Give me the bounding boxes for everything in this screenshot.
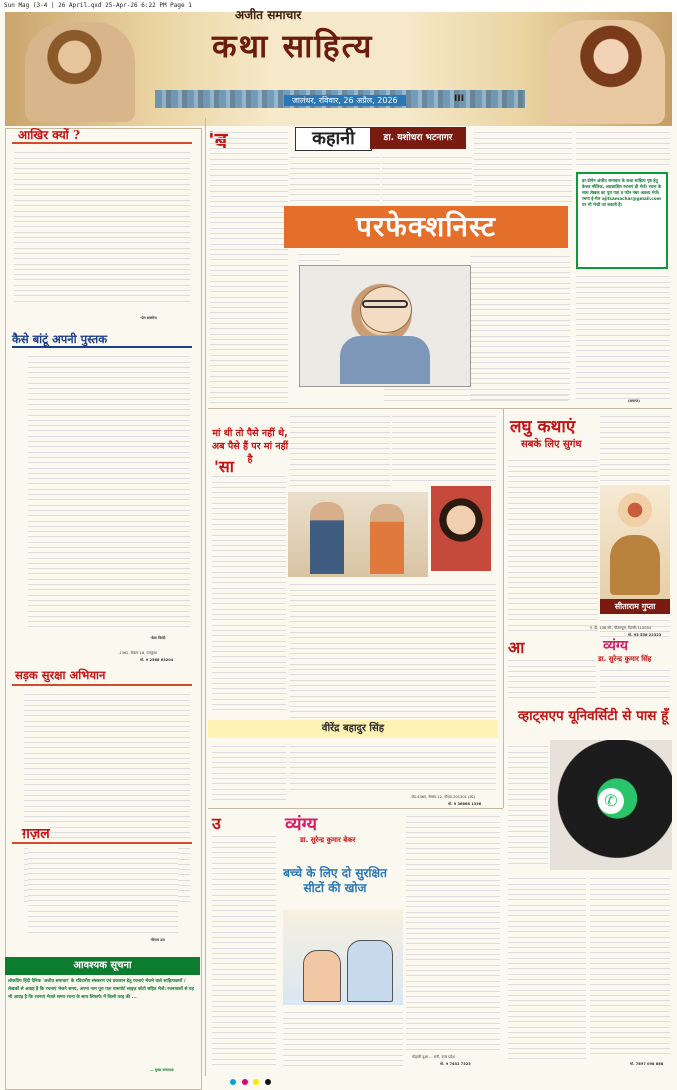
vyang1-col-1-bottom: [508, 874, 586, 1064]
story-end-mark: (समाप्त): [628, 399, 640, 403]
vyang2-label: व्यंग्य: [285, 814, 318, 835]
story-col-5-top: [576, 128, 670, 168]
mother-portrait: [431, 486, 491, 571]
laghu-phone: मो. 95 556 22323: [628, 633, 662, 637]
notice-sign: — मुख्य सम्पादक: [150, 1068, 174, 1072]
laghu-author: सीताराम गुप्ता: [600, 599, 670, 614]
story-col-1: [210, 128, 288, 406]
man-shirt: [340, 336, 430, 384]
masthead-right-illustration: [545, 20, 665, 124]
couple-illustration: [288, 492, 428, 577]
vyang1-title: व्हाट्सएप यूनिवर्सिटी से पास हूँ: [518, 708, 669, 724]
vyang2-illustration: [283, 910, 403, 1005]
vyang2-address: मोहाली दुआ ... रानी, उत्तर प्रदेश: [412, 1055, 455, 1059]
man-face: [360, 286, 412, 333]
vyang1-label: व्यंग्य: [603, 638, 628, 654]
person-figure: [610, 535, 660, 595]
divider: [12, 684, 192, 686]
vyang1-dropcap: आ: [508, 638, 525, 657]
story-col-5-bottom: [576, 272, 670, 402]
masthead-date: जालंधर, रविवार, 26 अप्रैल, 2026: [284, 95, 406, 106]
masthead-brand: अजीत समाचार: [235, 8, 302, 22]
maa-col-2-bottom: [290, 580, 496, 718]
vyang2-title: बच्चे के लिए दो सुरक्षित सीटों की खोज: [283, 866, 387, 895]
vyang2-author: डा. सुरेन्द्र कुमार बेकर: [300, 836, 356, 844]
notice-body: लोकप्रिय हिंदी दैनिक 'अजीत समाचार' के रविवारीय संस्करण एवं प्रकाशन हेतु रचनाएं भेजने वाले साहित्यकारों / लेखकों से आग्रह है कि रचनाएं भेजने समय, अपना नाम पूरा पता पासपोर्ट साइज़ फोटो सहित भेजें। रचनाकारों से यह भी आग्रह है कि रचनाएं भेजते समय रचना के साथ लिफाफे में किसी तरह की ...: [8, 979, 194, 1000]
maa-col-2-top: [290, 412, 390, 488]
yellow-mark: [253, 1079, 259, 1085]
poem4-author: -विजय डरा: [150, 938, 165, 942]
laghu-col-1: [508, 456, 598, 632]
maa-col-2-end: [290, 742, 496, 794]
poem1-body: [14, 148, 190, 304]
column-rule: [503, 408, 504, 808]
laghu-address: ए. डी. 106 सी., पीतमपुरा, दिल्ली-110034: [590, 626, 651, 630]
story-illustration: [299, 265, 471, 387]
story-col-2-top: [290, 153, 380, 203]
column-rule: [205, 118, 206, 1076]
maa-author: वीरेंद्र बहादुर सिंह: [208, 720, 498, 738]
horizontal-rule: [208, 408, 672, 409]
divider: [12, 842, 192, 844]
maa-title: मां थी तो पैसे नहीं थे, अब पैसे हैं पर मां नहीं है: [211, 428, 289, 465]
masthead-title: कथा साहित्य: [212, 27, 374, 65]
story-title: परफेक्शनिस्ट: [284, 206, 568, 248]
maa-col-1: [212, 472, 286, 712]
horizontal-rule: [208, 808, 503, 809]
maa-col-3-top: [392, 412, 496, 482]
story-dropcap: 'ब: [208, 128, 228, 154]
cyan-mark: [230, 1079, 236, 1085]
poem4-body: [28, 848, 178, 934]
story-col-4-bottom: [470, 252, 570, 402]
vyang1-phone: मो. 7897 098 888: [630, 1062, 664, 1066]
maa-address: -जेड-436ए, सेक्टर-12, नोएडा-201301 (उप्र): [410, 795, 475, 799]
maa-phone: मो. 9 36868 1336: [448, 802, 482, 806]
maa-dropcap: 'सा: [214, 457, 234, 476]
magenta-mark: [242, 1079, 248, 1085]
poem2-address: -1362, सेक्टर 18, पंचकूला: [118, 651, 157, 655]
flower-icon: [618, 493, 652, 527]
laghu-label: लघु कथाएं: [510, 417, 576, 437]
vyang2-phone: मो. 9 7452 7325: [440, 1062, 471, 1066]
divider: [12, 346, 192, 348]
vyang2-col-1: [212, 832, 276, 1068]
vyang1-col-2-bottom: [590, 874, 670, 1054]
story-author: डा. यशोधरा भटनागर: [370, 127, 466, 149]
glasses-icon: [362, 300, 408, 308]
notice-title: आवश्यक सूचना: [5, 957, 200, 975]
poem2-author: -बेला विरदी: [150, 636, 166, 640]
vyang2-dropcap: उ: [212, 814, 221, 833]
vyang2-col-2-bottom: [283, 1008, 403, 1070]
story-col-4-top: [474, 128, 572, 203]
vyang1-col-1-top: [508, 656, 596, 702]
poem2-phone: मो. 9 2568 63204: [140, 658, 174, 662]
vyang1-author: डा. सुरेन्द्र कुमार सिंह: [598, 655, 652, 663]
story-label: कहानी: [295, 127, 372, 151]
woman-figure: [370, 504, 404, 574]
whatsapp-icon: ✆: [598, 788, 624, 814]
story-bottom-lines: [384, 385, 568, 405]
editor-note-box: हर डोमेन अंजीत समाचार के कथा साहित्य पृष्ठ हेतु केवल मौलिक, अप्रकाशित रचनाएं ही भेजें। रचना के साथ लेखक का पूरा पता व फोन नंबर अवश्य भेजें। रचना ई-मेल ajitsamachar@gmail.com पर भी भेजी जा सकती हैं।: [576, 172, 668, 269]
child-figure: [347, 940, 393, 1002]
laghu-illustration: [600, 485, 670, 600]
prepress-slug: Sun Mag (3-4 | 26 April.qxd 25-Apr-26 6:22 PM Page 1: [0, 0, 677, 12]
laghu-title: सबके लिए सुगंध: [521, 439, 582, 450]
vyang1-col-1-mid: [508, 742, 548, 866]
poem2-body: [28, 352, 190, 632]
divider: [12, 142, 192, 144]
man-figure: [310, 502, 344, 574]
page-number: III: [454, 94, 465, 104]
story-col-3-top: [382, 153, 472, 203]
poem1-title: आखिर क्यों ?: [18, 128, 80, 142]
whatsapp-phone-illustration: [550, 740, 672, 870]
laghu-col-2-top: [600, 412, 670, 482]
poem1-author: -प्रेम सक्सेना: [140, 316, 157, 320]
black-mark: [265, 1079, 271, 1085]
poem3-title: सड़क सुरक्षा अभियान: [15, 668, 106, 682]
vyang2-col-3: [406, 812, 500, 1052]
poem2-title: कैसे बांटूं अपनी पुस्तक: [12, 332, 108, 346]
masthead-left-illustration: [25, 22, 135, 122]
vyang1-col-2-top: [600, 666, 670, 702]
parent-figure: [303, 950, 341, 1002]
maa-col-1-bottom: [212, 742, 286, 802]
poem4-title: ग़ज़ल: [22, 826, 50, 842]
registration-marks: [0, 1076, 677, 1089]
